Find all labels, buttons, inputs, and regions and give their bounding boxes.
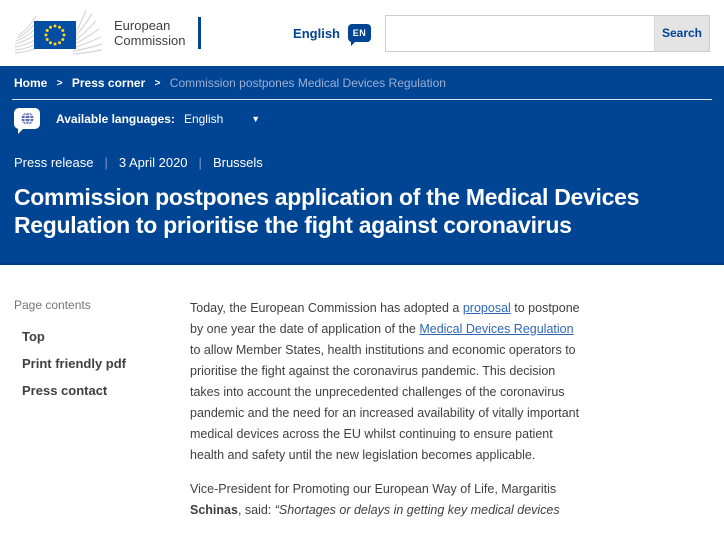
- page-title: Commission postpones application of the Medical Devices Regulation to prioritise the fight against coronavirus: [14, 184, 640, 238]
- sidebar-item-print-friendly-pdf[interactable]: Print friendly pdf: [22, 356, 126, 371]
- paragraph-text: to postpone by one year the date of application of the: [190, 301, 580, 336]
- eu-flag-icon: [14, 9, 106, 57]
- logo-divider-bar: [198, 17, 201, 49]
- site-language-selector[interactable]: [293, 24, 371, 42]
- chevron-down-icon: ▼: [251, 113, 261, 124]
- paragraph-text: Vice-President for Promoting our European Way of Life, Margaritis: [190, 482, 557, 496]
- available-languages-selected: English: [183, 111, 224, 126]
- search-button[interactable]: Search: [654, 16, 709, 51]
- breadcrumb-separator: >: [154, 78, 161, 89]
- search-box: [385, 15, 710, 52]
- page-header-band: [0, 66, 724, 265]
- article-body: [190, 298, 580, 534]
- site-language-label: English: [293, 25, 340, 41]
- proposal-link[interactable]: proposal: [462, 301, 511, 315]
- content-area: [0, 265, 724, 534]
- medical-devices-regulation-link[interactable]: Medical Devices Regulation: [419, 322, 574, 336]
- breadcrumb-separator: >: [56, 78, 63, 89]
- meta-separator: |: [104, 155, 108, 170]
- breadcrumb-press-corner-link[interactable]: Press corner: [71, 76, 146, 90]
- article-date: 3 April 2020: [118, 155, 188, 170]
- article-type: Press release: [14, 155, 94, 170]
- meta-separator: |: [198, 155, 202, 170]
- article-location: Brussels: [212, 155, 263, 170]
- sidebar-item-top[interactable]: Top: [22, 329, 45, 344]
- article-meta: [0, 139, 724, 170]
- language-badge-icon: EN: [348, 24, 371, 42]
- sidebar-item-press-contact[interactable]: Press contact: [22, 383, 108, 398]
- paragraph-text: to allow Member States, health institutions and economic operators to prioritise the fight against the coronavirus pandemic. This decision takes into account the unprecedented challenges of the coronavirus pandemic and the need for an increased availability of vitally important medical devices across the EU whilst continuing to ensure patient health and safety until the new legislation becomes applicable.: [190, 343, 580, 462]
- paragraph-text: Today, the European Commission has adopted a: [190, 301, 463, 315]
- search-input[interactable]: [386, 16, 654, 51]
- paragraph-text: , said:: [237, 503, 275, 517]
- quote-text: “Shortages or delays in getting key medical devices: [274, 503, 560, 517]
- globe-icon: [14, 108, 40, 129]
- breadcrumb: [0, 66, 724, 99]
- article-paragraph: [190, 298, 580, 466]
- site-header: [0, 0, 724, 66]
- person-name: Schinas: [190, 503, 238, 517]
- article-paragraph: [190, 479, 580, 521]
- breadcrumb-home-link[interactable]: Home: [14, 76, 48, 90]
- available-languages-bar[interactable]: [0, 100, 724, 139]
- page-contents-sidebar: [14, 298, 190, 534]
- ec-logo[interactable]: [14, 9, 201, 57]
- breadcrumb-current-page: Commission postpones Medical Devices Regulation: [169, 76, 446, 90]
- available-languages-label: Available languages:: [56, 111, 175, 126]
- page-contents-heading: Page contents: [14, 298, 91, 312]
- ec-logo-wordmark: European Commission: [114, 18, 186, 48]
